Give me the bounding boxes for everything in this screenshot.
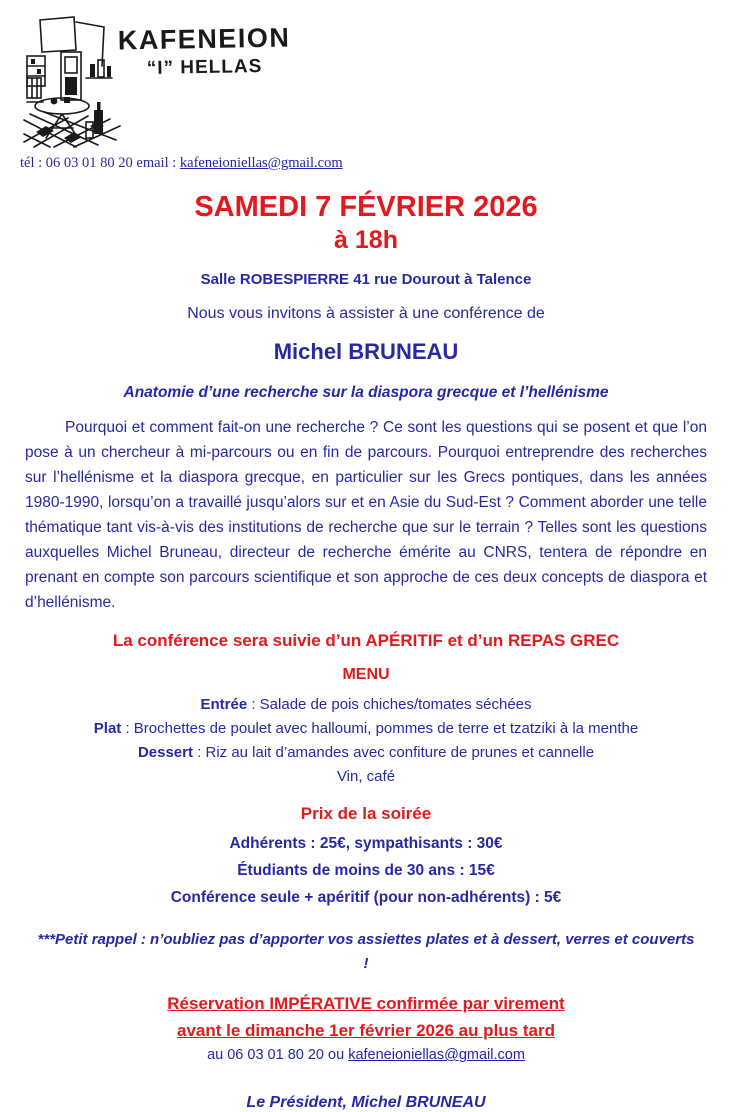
talk-title: Anatomie d’une recherche sur la diaspora grecque et l’hellénisme xyxy=(123,384,609,401)
menu-item-label: Entrée xyxy=(200,696,248,713)
event-venue: Salle ROBESPIERRE 41 rue Dourout à Talence xyxy=(200,271,532,288)
event-time: à 18h xyxy=(334,226,398,254)
reminder-note: ***Petit rappel : n’oubliez pas d’apporter vos assiettes plates et à dessert, verres et couverts ! xyxy=(37,931,695,972)
flyer-body xyxy=(0,183,732,1112)
contact-prefix: tél : 06 03 01 80 20 email : xyxy=(20,155,180,171)
price-line-conference: Conférence seule + apéritif (pour non-adhérents) : 5€ xyxy=(170,889,562,906)
speaker-name: Michel BRUNEAU xyxy=(273,339,459,364)
reservation-line-1: Réservation IMPÉRATIVE confirmée par virement xyxy=(167,994,565,1013)
logo xyxy=(118,22,291,80)
price-line-adherents: Adhérents : 25€, sympathisants : 30€ xyxy=(229,835,503,852)
reservation-line-2: avant le dimanche 1er février 2026 au plus tard xyxy=(177,1021,555,1040)
price-line-etudiants: Étudiants de moins de 30 ans : 15€ xyxy=(237,862,495,879)
menu-item-label: Dessert xyxy=(137,744,193,761)
invite-line: Nous vous invitons à assister à une conférence de xyxy=(187,305,545,322)
reservation-contact xyxy=(0,1047,732,1063)
menu-item-dessert xyxy=(0,741,732,765)
email-link[interactable]: kafeneioniellas@gmail.com xyxy=(179,155,343,171)
menu-item-entree xyxy=(0,693,732,717)
after-conference-line: La conférence sera suivie d’un APÉRITIF et d’un REPAS GREC xyxy=(112,631,620,650)
menu-drinks: Vin, café xyxy=(336,768,396,785)
menu-item-text: : Riz au lait d’amandes avec confiture de prunes et cannelle xyxy=(192,744,595,761)
contact-line xyxy=(20,155,343,172)
pricing-title: Prix de la soirée xyxy=(300,804,432,823)
menu-item-plat xyxy=(0,717,732,741)
signature-line: Le Président, Michel BRUNEAU xyxy=(246,1094,486,1111)
menu-item-text: : Salade de pois chiches/tomates séchées xyxy=(247,696,532,713)
cafe-sketch-icon xyxy=(24,14,122,148)
logo-title: KAFENEION xyxy=(117,22,291,56)
talk-abstract: Pourquoi et comment fait-on une recherche ? Ce sont les questions qui se posent et que l’on pose à un chercheur à mi-parcours ou en fin de parcours. Pourquoi entreprendre des recherches sur l’hellénisme et la diaspora grecque, en particulier sur les Grecs pontiques, dans les années 1980-1990, lorsqu’on a travaillé jusqu’alors sur et en Asie du Sud-Est ? Comment aborder une telle thématique tant vis-à-vis des institutions de recherche que sur le terrain ? Telles sont les questions auxquelles Michel Bruneau, directeur de recherche émérite au CNRS, tentera de répondre en prenant en compte son parcours scientifique et son approche de ces deux concepts de diaspora et d’hellénisme. xyxy=(25,419,707,611)
event-date: SAMEDI 7 FÉVRIER 2026 xyxy=(194,191,538,223)
reservation-contact-prefix: au 06 03 01 80 20 ou xyxy=(207,1047,349,1063)
menu-title: MENU xyxy=(342,666,390,683)
menu-item-text: : Brochettes de poulet avec halloumi, pommes de terre et tzatziki à la menthe xyxy=(121,720,639,737)
reservation-email-link[interactable]: kafeneioniellas@gmail.com xyxy=(348,1047,525,1063)
menu-item-label: Plat xyxy=(93,720,122,737)
logo-subtitle: “I” HELLAS xyxy=(146,55,263,80)
